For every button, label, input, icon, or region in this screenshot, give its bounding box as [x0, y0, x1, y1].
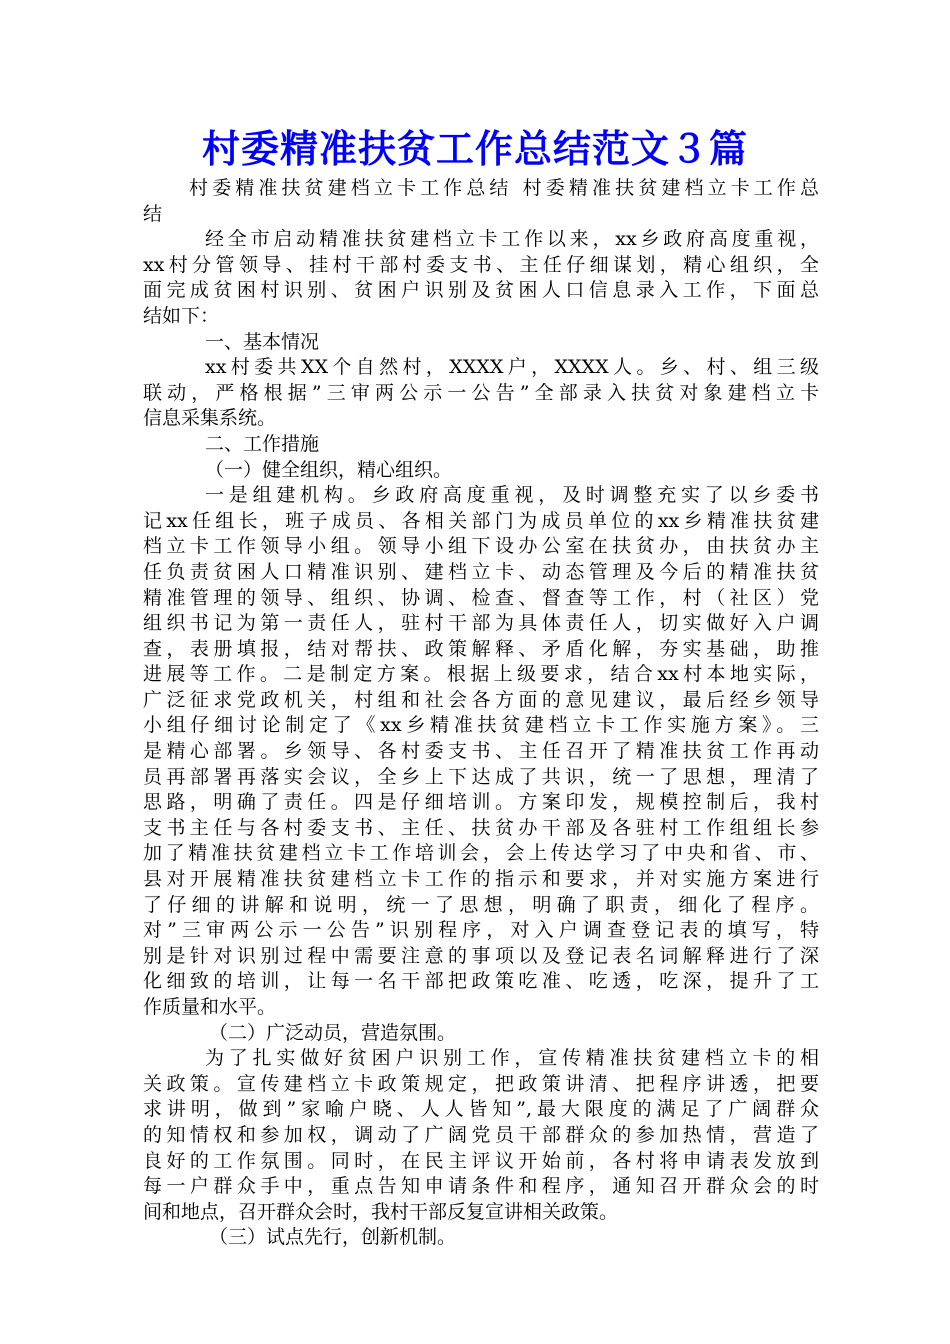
text-line: 结如下：: [143, 304, 220, 327]
text-line: 查，表册填报，结对帮扶、政策解释、矛盾化解，夯实基础，助推: [143, 637, 819, 660]
text-line: 村委精准扶贫建档立卡工作总结 村委精准扶贫建档立卡工作总: [189, 177, 819, 199]
text-line: 支书主任与各村委支书、主任、扶贫办干部及各驻村工作组组长参: [143, 816, 819, 839]
text-line: 广泛征求党政机关，村组和社会各方面的意见建议，最后经乡领导: [143, 688, 819, 711]
text-line: 进展等工作。二是制定方案。根据上级要求，结合xx村本地实际，: [143, 663, 819, 686]
subsection-heading: （二）广泛动员，营造氛围。: [209, 1021, 457, 1044]
text-line: 每一户群众手中，重点告知申请条件和程序，通知召开群众会的时: [143, 1175, 819, 1198]
text-line: 记xx任组长，班子成员、各相关部门为成员单位的xx乡精准扶贫建: [143, 509, 819, 532]
text-line: 加了精准扶贫建档立卡工作培训会，会上传达学习了中央和省、市、: [143, 842, 819, 865]
text-line: 对”三审两公示一公告”识别程序，对入户调查登记表的填写，特: [143, 919, 819, 942]
text-line: 小组仔细讨论制定了《xx乡精准扶贫建档立卡工作实施方案》。三: [143, 714, 819, 737]
text-line: 间和地点，召开群众会时，我村干部反复宣讲相关政策。: [143, 1200, 619, 1223]
document-title: 村委精准扶贫工作总结范文３篇: [201, 126, 748, 171]
text-line: 任负责贫困人口精准识别、建档立卡、动态管理及今后的精准扶贫: [143, 560, 819, 583]
text-line: 为了扎实做好贫困户识别工作，宣传精准扶贫建档立卡的相: [205, 1047, 819, 1070]
subsection-heading: （一）健全组织，精心组织。: [205, 458, 453, 481]
text-line: 关政策。宣传建档立卡政策规定，把政策讲清、把程序讲透，把要: [143, 1072, 819, 1095]
text-line: 联动，严格根据”三审两公示一公告”全部录入扶贫对象建档立卡: [143, 381, 819, 404]
text-line: 作质量和水平。: [143, 996, 277, 1018]
text-line: 是精心部署。乡领导、各村委支书、主任召开了精准扶贫工作再动: [143, 740, 819, 763]
text-line: xx村委共XX个自然村，XXXX户，XXXX人。乡、村、组三级: [205, 356, 819, 379]
text-line: 的知情权和参加权，调动了广阔党员干部群众的参加热情，营造了: [143, 1123, 819, 1146]
section-heading: 二、工作措施: [205, 432, 320, 455]
text-line: 化细致的培训，让每一名干部把政策吃准、吃透，吃深，提升了工: [143, 970, 819, 993]
text-line: 信息采集系统。: [143, 407, 277, 430]
text-line: 了仔细的讲解和说明，统一了思想，明确了职责，细化了程序。: [143, 893, 819, 916]
text-line: 求讲明，做到”家喻户晓、人人皆知”,最大限度的满足了广阔群众: [143, 1098, 819, 1121]
document-body: [143, 176, 819, 1251]
subsection-heading: （三）试点先行，创新机制。: [209, 1226, 457, 1249]
text-line: 一是组建机构。乡政府高度重视，及时调整充实了以乡委书: [205, 484, 819, 507]
section-heading: 一、基本情况: [205, 330, 320, 353]
text-line: 员再部署再落实会议，全乡上下达成了共识，统一了思想，理清了: [143, 765, 819, 788]
text-line: 县对开展精准扶贫建档立卡工作的指示和要求，并对实施方案进行: [143, 868, 819, 891]
text-line: 经全市启动精准扶贫建档立卡工作以来，xx乡政府高度重视，: [205, 228, 819, 251]
text-line: 精准管理的领导、组织、协调、检查、督查等工作，村（社区）党: [143, 586, 819, 609]
text-line: 面完成贫困村识别、贫困户识别及贫困人口信息录入工作，下面总: [143, 279, 819, 302]
text-line: 别是针对识别过程中需要注意的事项以及登记表名词解释进行了深: [143, 944, 819, 967]
text-line: 良好的工作氛围。同时，在民主评议开始前，各村将申请表发放到: [143, 1149, 819, 1172]
text-line: 结: [143, 202, 163, 225]
text-line: 组织书记为第一责任人，驻村干部为具体责任人，切实做好入户调: [143, 612, 819, 635]
text-line: 思路，明确了责任。四是仔细培训。方案印发，规模控制后，我村: [143, 791, 819, 814]
text-line: 档立卡工作领导小组。领导小组下设办公室在扶贫办，由扶贫办主: [143, 535, 819, 558]
text-line: xx村分管领导、挂村干部村委支书、主任仔细谋划，精心组织，全: [143, 253, 819, 276]
